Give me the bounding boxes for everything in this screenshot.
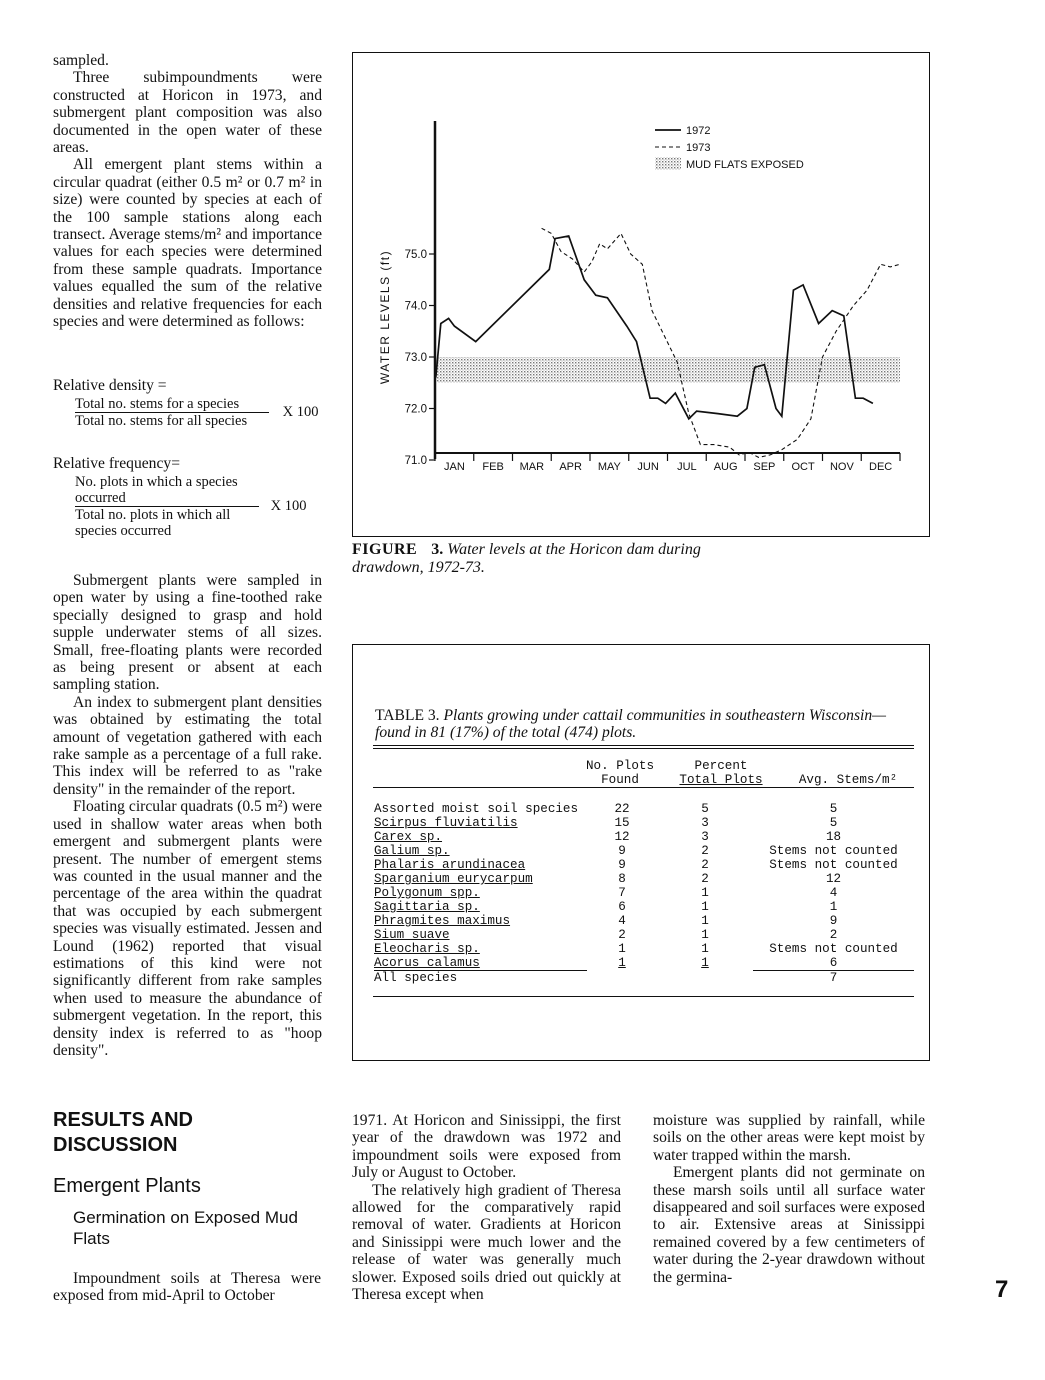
- cell-stems: 5: [829, 816, 838, 830]
- numerator: No. plots in which a species occurred: [75, 474, 259, 507]
- cell-plots: 15: [614, 816, 630, 830]
- cell-species: Assorted moist soil species: [374, 802, 579, 816]
- x-tick-label: AUG: [713, 461, 738, 473]
- cell-species: Acorus calamus: [374, 956, 587, 971]
- cell-species: Phragmites maximus: [374, 914, 511, 928]
- cell-stems: 9: [829, 914, 838, 928]
- cell-pct: 1: [701, 914, 709, 928]
- paragraph: Three subimpoundments were constructed at Horicon in 1973, and submergent plant composition was also documented in the open water of these areas.: [53, 69, 322, 157]
- formula-label: Relative frequency=: [53, 455, 180, 472]
- table-row: [374, 886, 914, 900]
- cell-stems: Stems not counted: [769, 942, 898, 956]
- y-tick-label: 74.0: [404, 300, 427, 313]
- heading-results-discussion: RESULTS AND DISCUSSION: [53, 1109, 193, 1156]
- x-tick-label: SEP: [753, 461, 776, 473]
- relative-density-formula: [53, 378, 333, 429]
- heading-germination: Germination on Exposed Mud Flats: [73, 1208, 298, 1248]
- formula-label: Relative density =: [53, 377, 167, 394]
- cell-pct: 3: [701, 830, 709, 844]
- cell-plots: 4: [618, 914, 626, 928]
- cell-species: Sparganium eurycarpum: [374, 872, 533, 886]
- cell-pct: 1: [701, 942, 709, 956]
- page-number: 7: [995, 1276, 1009, 1303]
- table-rule-header: [373, 787, 914, 788]
- species-table: [374, 802, 914, 985]
- table-row: [374, 802, 914, 816]
- table-label: TABLE 3.: [375, 707, 440, 724]
- fraction: [75, 396, 269, 429]
- cell-species: Sagittaria sp.: [374, 900, 480, 914]
- y-tick-label: 71.0: [404, 455, 427, 467]
- cell-species: Sium suave: [374, 928, 450, 942]
- cell-pct: 2: [701, 872, 709, 886]
- cell-stems: Stems not counted: [769, 858, 898, 872]
- table-row: [374, 872, 914, 886]
- heading-emergent-plants: Emergent Plants: [53, 1175, 201, 1197]
- paragraph: moisture was supplied by rainfall, while soils on the other areas were kept moist by water trapped within the marsh.: [653, 1112, 925, 1164]
- table-rule-top-2: [373, 748, 914, 749]
- cell-plots: 1: [618, 956, 626, 971]
- table-row: [374, 928, 914, 942]
- y-tick-label: 73.0: [404, 352, 427, 364]
- cell-pct: 3: [701, 816, 709, 830]
- cell-species: Carex sp.: [374, 830, 443, 844]
- figure-label: FIGURE: [352, 541, 418, 558]
- table-rule-top: [373, 745, 914, 746]
- cell-plots: 2: [618, 928, 626, 942]
- cell-species: All species: [374, 971, 458, 985]
- cell-plots: 1: [618, 942, 626, 956]
- cell-species: Polygonum spp.: [374, 886, 480, 900]
- x-tick-label: JAN: [443, 461, 465, 473]
- cell-pct: 1: [701, 956, 709, 971]
- legend-1972-label: 1972: [686, 125, 711, 137]
- water-level-chart: [353, 53, 928, 535]
- x-tick-label: JUN: [637, 461, 659, 473]
- table-row: [374, 971, 914, 986]
- x-tick-label: FEB: [482, 461, 504, 473]
- table-box: [352, 644, 930, 1061]
- table-title-text: Plants growing under cattail communities in southeastern Wisconsin—found in 81 (17%) of the total (474) plots.: [375, 707, 887, 741]
- y-tick-label: 75.0: [404, 249, 427, 261]
- cell-stems: 5: [829, 802, 838, 816]
- paragraph: Impoundment soils at Theresa were exposed from mid-April to October: [53, 1270, 321, 1305]
- bottom-column-2: [352, 1112, 621, 1303]
- x-tick-label: JUL: [677, 461, 697, 473]
- denominator: Total no. stems for all species: [75, 413, 248, 429]
- paragraph: An index to submergent plant densities was obtained by estimating the total amount of vegetation gathered with each rake sample as a percentage of a full rake. This index will be referred to as "rake density" in the remainder of the report.: [53, 693, 322, 798]
- y-axis-label: WATER LEVELS (ft): [378, 249, 392, 385]
- x-tick-label: APR: [559, 461, 582, 473]
- relative-frequency-formula: [53, 456, 333, 539]
- col-header-percent-line2: Total Plots: [679, 773, 763, 787]
- cell-stems: 12: [825, 872, 842, 886]
- table-row: [374, 956, 914, 971]
- cell-stems: 4: [829, 886, 838, 900]
- cell-stems: 18: [825, 830, 842, 844]
- cell-plots: 22: [614, 802, 630, 816]
- col-header-plots-line2: Found: [601, 773, 639, 787]
- cell-species: Galium sp.: [374, 844, 450, 858]
- cell-pct: 2: [701, 858, 709, 872]
- figure-caption-text: Water levels at the Horicon dam during drawdown, 1972-73.: [352, 541, 701, 576]
- cell-pct: 1: [701, 900, 709, 914]
- paragraph: Floating circular quadrats (0.5 m²) were used in shallow water areas when both emergent and submergent plants were present. The number of emergent stems was counted in the usual manner and the percentage of the area within the quadrat that was occupied by each submergent species was visually estimated. Jessen and Lound (1962) reported that visual estimations of this kind were not significantly different from rake samples when used to measure the abundance of submergent vegetation. In the report, this density index is referred to as "hoop density".: [53, 798, 322, 1059]
- denominator: Total no. plots in which all species occurred: [75, 507, 231, 539]
- fraction: [75, 474, 259, 539]
- cell-species: Scirpus fluviatilis: [374, 816, 518, 830]
- figure-caption: [352, 541, 712, 577]
- cell-plots: 9: [618, 858, 626, 872]
- cell-plots: 8: [618, 872, 626, 886]
- cell-stems: 6: [753, 956, 914, 971]
- left-column-top: [53, 52, 322, 331]
- figure-number: 3.: [431, 541, 444, 558]
- legend-mud-label: MUD FLATS EXPOSED: [686, 159, 804, 171]
- cell-pct: 1: [701, 928, 709, 942]
- x-tick-label: NOV: [829, 461, 854, 473]
- mud-flats-band: [437, 357, 900, 383]
- cell-stems: Stems not counted: [769, 844, 898, 858]
- table-row: [374, 914, 914, 928]
- legend: [655, 125, 804, 171]
- col-header-plots: [585, 759, 655, 787]
- col-header-plots-line1: No. Plots: [585, 759, 655, 773]
- cell-stems: 7: [829, 971, 838, 985]
- legend-mud-swatch: [655, 157, 681, 170]
- table-title: [375, 707, 910, 741]
- col-header-percent-line1: Percent: [694, 759, 748, 773]
- series-1972-line: [436, 236, 873, 419]
- x-tick-label: DEC: [869, 461, 893, 473]
- x-tick-label: OCT: [791, 461, 815, 473]
- cell-plots: 7: [618, 886, 626, 900]
- numerator: Total no. stems for a species: [75, 396, 269, 413]
- cell-plots: 12: [614, 830, 630, 844]
- cell-species: Eleocharis sp.: [374, 942, 480, 956]
- table-row: [374, 830, 914, 844]
- multiplier: X 100: [282, 403, 319, 420]
- cell-pct: 2: [701, 844, 709, 858]
- paragraph: All emergent plant stems within a circular quadrat (either 0.5 m² or 0.7 m² in size) were counted by species at each of the 100 sample stations along each transect. Average stems/m² and importance values for each species were determined from these sample quadrats. Importance values equalled the sum of the relative densities and relative frequencies for each species and were determined as follows:: [53, 156, 322, 331]
- col-header-stems: Avg. Stems/m²: [798, 773, 898, 787]
- paragraph: The relatively high gradient of Theresa allowed for the comparatively rapid removal of water. Gradients at Horicon and Sinissippi were much lower and the release of water was generally much slower. Exposed soils dried out quickly at Theresa except when: [352, 1181, 621, 1304]
- series-1973-line: [542, 228, 900, 457]
- figure-box: [352, 52, 930, 537]
- table-row: [374, 858, 914, 872]
- table-row: [374, 942, 914, 956]
- bottom-column-1: [53, 1270, 321, 1305]
- table-row: [374, 900, 914, 914]
- left-column-bottom: [53, 572, 322, 1059]
- cell-plots: 6: [618, 900, 626, 914]
- paragraph: Emergent plants did not germinate on these marsh soils until all surface water disappeared and soil surfaces were exposed to air. Extensive areas at Sinissippi remained covered by a few centimeters of water during the 2-year drawdown without the germina-: [653, 1164, 925, 1286]
- paragraph: sampled.: [53, 52, 109, 69]
- x-tick-label: MAR: [519, 461, 545, 473]
- cell-stems: 2: [829, 928, 838, 942]
- legend-1973-label: 1973: [686, 142, 711, 154]
- col-header-percent: [673, 759, 769, 787]
- paragraph: 1971. At Horicon and Sinissippi, the first year of the drawdown was 1972 and impoundment soils were exposed from July or August to October.: [352, 1112, 621, 1182]
- paragraph: Submergent plants were sampled in open water by using a fine-toothed rake specially designed to grasp and hold supple underwater stems of all sizes. Small, free-floating plants were recorded as being present or absent at each sampling station.: [53, 572, 322, 694]
- multiplier: X 100: [270, 497, 307, 514]
- cell-plots: 9: [618, 844, 626, 858]
- x-tick-label: MAY: [597, 461, 621, 473]
- cell-pct: [657, 971, 753, 986]
- table-row: [374, 816, 914, 830]
- bottom-column-3: [653, 1112, 925, 1286]
- cell-stems: 1: [829, 900, 838, 914]
- cell-species: Phalaris arundinacea: [374, 858, 526, 872]
- cell-plots: [587, 971, 657, 986]
- cell-pct: 1: [701, 886, 709, 900]
- table-row: [374, 844, 914, 858]
- cell-pct: 5: [701, 802, 709, 816]
- table-rule-bottom: [373, 996, 914, 997]
- y-tick-label: 72.0: [404, 403, 427, 416]
